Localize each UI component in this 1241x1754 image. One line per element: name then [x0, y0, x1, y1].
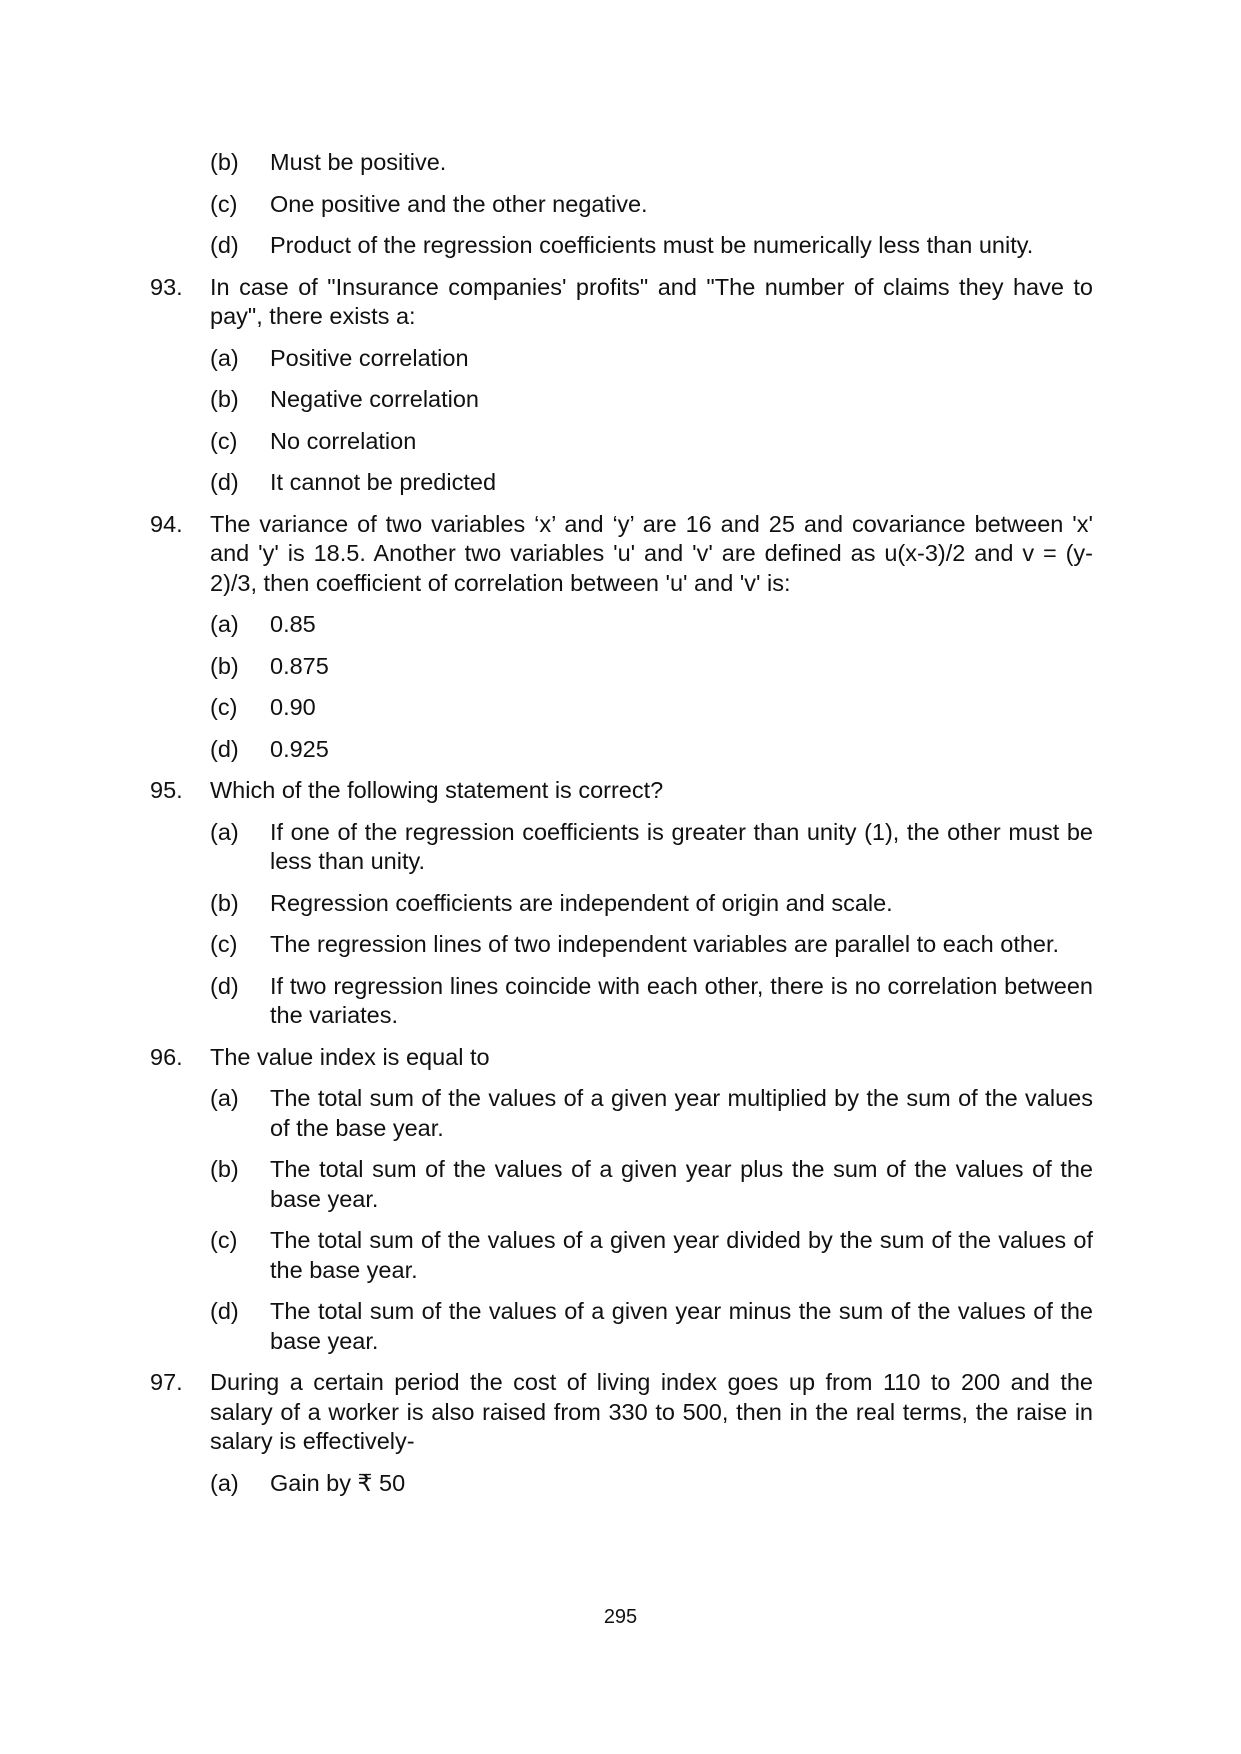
option-text: No correlation — [270, 427, 417, 454]
option-item — [210, 231, 1093, 261]
question-text: Which of the following statement is correct? — [210, 777, 664, 803]
option-item — [210, 1297, 1093, 1356]
option-item — [210, 1084, 1093, 1143]
page-content — [150, 148, 1093, 1510]
option-label: (c) — [210, 1227, 238, 1253]
option-label: (b) — [210, 386, 239, 412]
question-95 — [150, 776, 1093, 806]
option-label: (c) — [210, 931, 238, 957]
question-94 — [150, 510, 1093, 599]
question-text: During a certain period the cost of living index goes up from 110 to 200 and the salary of a worker is also raised from 330 to 500, then in the real terms, the raise in salary is effectively- — [210, 1369, 1093, 1454]
option-label: (a) — [210, 1469, 239, 1496]
option-label: (d) — [210, 1298, 239, 1324]
option-item — [210, 344, 1093, 374]
option-item — [210, 930, 1093, 960]
option-label: (b) — [210, 889, 239, 916]
option-item — [210, 427, 1093, 457]
option-text: 0.925 — [270, 735, 329, 762]
option-label: (a) — [210, 1085, 239, 1111]
option-label: (a) — [210, 611, 239, 637]
option-text: Positive correlation — [270, 344, 469, 371]
question-text: The value index is equal to — [210, 1043, 490, 1070]
option-label: (c) — [210, 694, 238, 720]
option-text: The total sum of the values of a given year divided by the sum of the values of the base year. — [270, 1227, 1093, 1283]
question-number: 97. — [150, 1369, 183, 1395]
option-text: 0.90 — [270, 694, 316, 720]
question-number: 95. — [150, 777, 183, 803]
option-label: (b) — [210, 1156, 239, 1182]
option-label: (a) — [210, 344, 239, 371]
option-label: (d) — [210, 232, 239, 258]
option-text: The total sum of the values of a given year plus the sum of the values of the base year. — [270, 1156, 1093, 1212]
option-text: If two regression lines coincide with each other, there is no correlation between the variates. — [270, 972, 1093, 1028]
option-text: One positive and the other negative. — [270, 190, 648, 217]
option-label: (d) — [210, 972, 239, 999]
option-label: (c) — [210, 190, 238, 217]
option-label: (b) — [210, 652, 239, 679]
option-text: The total sum of the values of a given year minus the sum of the values of the base year. — [270, 1298, 1093, 1354]
question-97 — [150, 1368, 1093, 1457]
option-item — [210, 735, 1093, 765]
question-number: 94. — [150, 510, 183, 537]
option-text: Negative correlation — [270, 386, 479, 412]
option-label: (b) — [210, 149, 239, 175]
option-text: 0.85 — [270, 611, 316, 637]
option-item — [210, 889, 1093, 919]
option-item — [210, 1155, 1093, 1214]
question-text: The variance of two variables ‘x’ and ‘y’ are 16 and 25 and covariance between 'x' and 'y' is 18.5. Another two variables 'u' and 'v' are defined as u(x-3)/2 and v = (y-2)/3, then coefficient of correlation between 'u' and 'v' is: — [210, 510, 1093, 596]
question-number: 96. — [150, 1043, 183, 1070]
option-item — [210, 468, 1093, 498]
option-text: Product of the regression coefficients must be numerically less than unity. — [270, 232, 1034, 258]
question-93 — [150, 273, 1093, 332]
option-item — [210, 818, 1093, 877]
option-item — [210, 652, 1093, 682]
option-text: If one of the regression coefficients is greater than unity (1), the other must be less than unity. — [270, 818, 1093, 874]
option-text: Must be positive. — [270, 149, 447, 175]
option-label: (d) — [210, 469, 239, 495]
option-item — [210, 190, 1093, 220]
option-text: Gain by ₹ 50 — [270, 1469, 406, 1496]
option-item — [210, 1469, 1093, 1499]
option-label: (d) — [210, 735, 239, 762]
question-number: 93. — [150, 273, 183, 300]
option-text: The regression lines of two independent variables are parallel to each other. — [270, 931, 1060, 957]
option-text: 0.875 — [270, 652, 329, 679]
option-item — [210, 610, 1093, 640]
option-item — [210, 148, 1093, 178]
option-text: Regression coefficients are independent of origin and scale. — [270, 889, 893, 916]
option-text: The total sum of the values of a given year multiplied by the sum of the values of the base year. — [270, 1085, 1093, 1141]
option-item — [210, 385, 1093, 415]
option-item — [210, 972, 1093, 1031]
question-text: In case of "Insurance companies' profits" and "The number of claims they have to pay", there exists a: — [210, 273, 1093, 329]
page-number: 295 — [603, 1606, 638, 1628]
option-text: It cannot be predicted — [270, 469, 497, 495]
option-label: (a) — [210, 818, 239, 845]
option-item — [210, 1226, 1093, 1285]
option-item — [210, 693, 1093, 723]
question-96 — [150, 1043, 1093, 1073]
option-label: (c) — [210, 427, 238, 454]
